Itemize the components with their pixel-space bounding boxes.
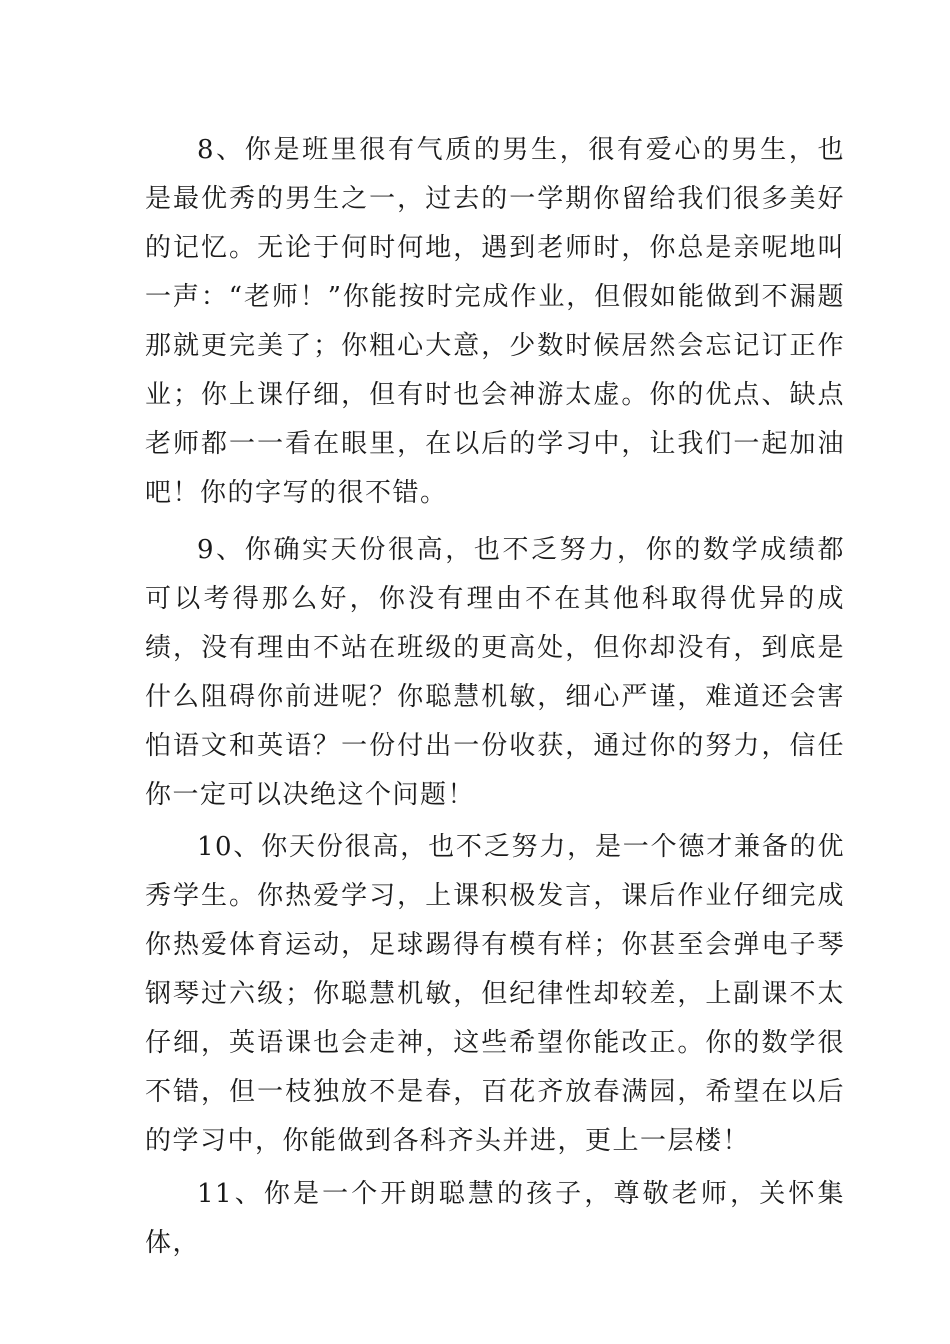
comment-paragraph-8: 8、你是班里很有气质的男生，很有爱心的男生，也是最优秀的男生之一，过去的一学期你留给我们很多美好的记忆。无论于何时何地，遇到老师时，你总是亲呢地叫一声：“老师！”你能按时完成作业，但假如能做到不漏题那就更完美了；你粗心大意，少数时候居然会忘记订正作业；你上课仔细，但有时也会神游太虚。你的优点、缺点老师都一一看在眼里，在以后的学习中，让我们一起加油吧！你的字写的很不错。	[145, 135, 845, 508]
comment-paragraph-9: 9、你确实天份很高，也不乏努力，你的数学成绩都可以考得那么好，你没有理由不在其他科取得优异的成绩，没有理由不站在班级的更高处，但你却没有，到底是什么阻碍你前进呢？你聪慧机敏，细心严谨，难道还会害怕语文和英语？一份付出一份收获，通过你的努力，信任你一定可以决绝这个问题！	[145, 535, 845, 810]
comment-paragraph-10: 10、你天份很高，也不乏努力，是一个德才兼备的优秀学生。你热爱学习，上课积极发言，课后作业仔细完成你热爱体育运动，足球踢得有模有样；你甚至会弹电子琴钢琴过六级；你聪慧机敏，但纪律性却较差，上副课不太仔细，英语课也会走神，这些希望你能改正。你的数学很不错，但一枝独放不是春，百花齐放春满园，希望在以后的学习中，你能做到各科齐头并进，更上一层楼！	[145, 832, 845, 1156]
comment-paragraph-11: 11、你是一个开朗聪慧的孩子，尊敬老师，关怀集体，	[145, 1179, 845, 1258]
